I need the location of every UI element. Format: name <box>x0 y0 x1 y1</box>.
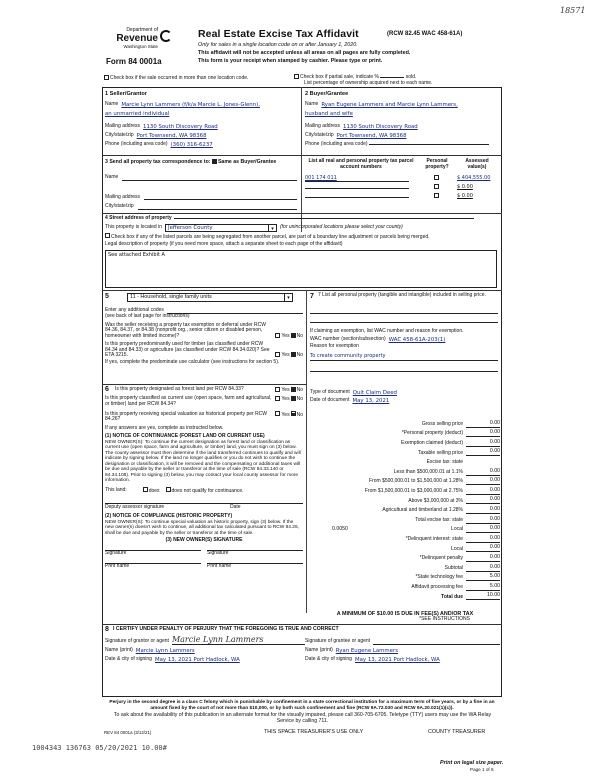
tax-row-label: Affidavit processing fee <box>411 583 463 590</box>
buyer-phone-input[interactable] <box>369 144 489 145</box>
corner-number: 18571 <box>560 6 586 15</box>
no-label: No <box>296 395 303 402</box>
tax-row <box>310 543 500 553</box>
section3-heading: 3 Send all property tax correspondence to: <box>105 158 211 165</box>
same-as-buyer-label: Same as Buyer/Grantee <box>217 158 277 165</box>
reason-input-2[interactable] <box>310 371 498 372</box>
name-print-label: Name (print) <box>105 647 133 654</box>
does-checkbox[interactable] <box>143 487 148 492</box>
tax-row-label: *Delinquent penalty <box>419 555 463 562</box>
list-percentage: List percentage of ownership acquired next to each name. <box>304 80 433 86</box>
notice1-heading: (1) NOTICE OF CONTINUANCE (FOREST LAND OR CURRENT USE) <box>105 432 265 439</box>
section3 <box>105 159 297 210</box>
legal-desc-textarea[interactable] <box>105 250 497 288</box>
use-code-select[interactable] <box>127 293 293 302</box>
header-note-2: This affidavit will not be accepted unless all areas on all pages are fully completed. <box>198 50 411 56</box>
tax-row-value[interactable]: 0.00 <box>466 565 500 572</box>
header-note-1: Only for sales in a single location code on or after January 1, 2020. <box>198 42 358 48</box>
seller-name-value-2[interactable]: an unmarried individual <box>105 110 170 117</box>
section5 <box>105 293 303 366</box>
buyer-section <box>305 91 500 148</box>
divider-v1 <box>301 87 302 232</box>
reason-label: Reason for exemption <box>310 343 359 349</box>
more-than-one-label: Check box if the sale occurred in more than one location code. <box>110 74 249 81</box>
signature-label: Signature <box>207 550 229 557</box>
s6-q3-answers <box>275 412 303 419</box>
s3-name-label: Name <box>105 173 119 180</box>
tax-row-value[interactable]: 0.00 <box>466 469 500 476</box>
personal-property-checkbox[interactable] <box>434 184 439 189</box>
segregated-checkbox[interactable] <box>105 233 110 238</box>
tax-row <box>310 418 500 428</box>
parcels-col1: List all real and personal property tax parcel account numbers <box>308 158 414 170</box>
yes-checkbox[interactable] <box>275 387 280 392</box>
segregated-row <box>105 234 500 241</box>
personal-property-checkbox[interactable] <box>434 175 439 180</box>
does-not-label: does not qualify for continuance. <box>171 487 244 494</box>
located-label: This property is located in <box>105 223 162 230</box>
notice2-body: NEW OWNER(S): To continue special valuation as historic property, sign (3) below. If the new owner(s) doesn't wish to continue, all additional tax calculated pursuant to RCW 84.26, shall be due and payable by the seller or transferor at the time of sale. <box>105 519 299 536</box>
tax-row-value[interactable]: 0.00 <box>466 421 500 428</box>
tax-row-label: *Personal property (deduct) <box>401 430 463 437</box>
logo-state: Washington State <box>123 43 158 49</box>
s6-number: 6 <box>105 386 109 393</box>
buyer-mailing-value[interactable]: 1130 South Discovery Road <box>343 123 418 130</box>
buyer-mailing-label: Mailing address <box>305 122 341 129</box>
s3-name-input[interactable] <box>122 175 297 181</box>
tax-row <box>310 447 500 457</box>
tax-row-label: Gross selling price <box>421 420 463 427</box>
tax-row-label: *State technology fee <box>415 574 463 581</box>
doc-type-value[interactable]: Quit Claim Deed <box>352 389 397 396</box>
tax-row-label: From $500,000.01 to $1,500,000 at 1.28% <box>369 478 463 485</box>
same-as-buyer-checkbox[interactable] <box>212 159 217 164</box>
does-not-checkbox[interactable] <box>166 487 171 492</box>
s5-q1 <box>105 323 303 340</box>
divider-h5 <box>102 624 502 625</box>
s3-mailing-label: Mailing address <box>105 193 141 200</box>
wac-value[interactable]: WAC 458-61A-203(1) <box>388 336 446 343</box>
s4-heading-row <box>105 216 500 222</box>
s8-name-row <box>105 648 500 654</box>
personal-property-input-2[interactable] <box>310 322 498 323</box>
sold-label: sold. <box>405 73 417 80</box>
section8 <box>105 626 500 663</box>
s5-q2b: If yes, complete the predominate use calculator (see instructions for section 5). <box>105 359 280 365</box>
street-address-input[interactable] <box>174 218 474 219</box>
seller-name-value[interactable]: Marcie Lynn Lammers (f/k/a Marcie L. Jones-Glenn), <box>121 102 260 109</box>
treasurer-only: THIS SPACE TREASURER'S USE ONLY <box>264 729 364 735</box>
tax-row <box>310 437 500 447</box>
s6-q2 <box>105 396 303 408</box>
legal-desc-label: Legal description of property (if you need more space, attach a separate sheet to each page of the affidavit) <box>105 241 343 248</box>
s7-heading-row: 7 7 List all personal property (tangible and intangible) included in selling price. <box>310 292 486 300</box>
segregated-label: Check box if any of the listed parcels are being segregated from another parcel, are part of a boundary line adjustment or parcels being merged. <box>111 233 430 240</box>
no-label: No <box>296 411 303 418</box>
seller-phone-row <box>105 142 297 148</box>
legal-desc-value: See attached Exhibit A <box>108 252 165 259</box>
ask-note: To ask about the availability of this publication in an alternate format for the visually impaired, please call 360-705-6705. Teletype (TTY) users may use the WA Relay Service by calling 711. <box>113 712 492 724</box>
s5-q1-text: Was the seller receiving a property tax exemption or deferral under RCW 84.36, 84.37, or 84.38 (nonprofit org., senior citizen or disabled person, homeowner with limited income)? <box>105 321 266 339</box>
this-land-row <box>105 488 303 495</box>
s5-q1-answers <box>275 333 303 340</box>
yes-label: Yes <box>281 352 290 359</box>
buyer-mailing-row <box>305 124 500 130</box>
no-label: No <box>296 352 303 359</box>
seller-name-label: Name <box>105 101 119 108</box>
no-label: No <box>296 333 303 339</box>
grantor-signature[interactable]: Marcie Lynn Lammers <box>172 636 305 645</box>
tax-row-value[interactable]: 0.00 <box>466 536 500 543</box>
grantee-sig-cell <box>305 636 500 645</box>
print-name-label: Print name <box>207 562 232 569</box>
deputy-date-label: Date <box>230 504 241 511</box>
buyer-name-value[interactable]: Ryan Eugene Lammers and Marcie Lynn Lammers, <box>321 102 458 109</box>
additional-codes-label: Enter any additional codes <box>105 307 164 313</box>
tax-table <box>310 418 500 600</box>
grantor-date-cell <box>105 657 305 663</box>
s6-q1-text: Is this property designated as forest land per RCW 84.33? <box>115 386 244 393</box>
section3-heading-row <box>105 159 297 166</box>
s5-use-row <box>105 293 303 302</box>
new-owner-name-1[interactable] <box>105 563 201 570</box>
seller-city-label: City/state/zip <box>105 132 134 139</box>
s5-q2 <box>105 342 303 359</box>
tax-row <box>310 485 500 495</box>
new-owner-sig-1[interactable] <box>105 550 201 557</box>
s6-q2-text: Is this property classified as current use (open space, farm and agricultural, or timber) land per RCW 84.34? <box>105 395 272 407</box>
new-owner-name-row <box>105 563 303 570</box>
parcel-row <box>305 175 500 202</box>
see-back-note: (see back of last page for instructions) <box>105 312 190 319</box>
parcel-value[interactable]: $ 0.00 <box>457 184 473 191</box>
doc-date-label: Date of document <box>310 396 350 403</box>
no-checkbox[interactable] <box>291 333 296 338</box>
tax-row-label: Local <box>451 526 463 533</box>
tax-row <box>310 591 500 601</box>
yes-label: Yes <box>281 411 290 418</box>
s6-q1-answers <box>275 387 303 394</box>
tax-row-value[interactable]: 5.00 <box>466 584 500 591</box>
parcels-section <box>305 159 500 202</box>
deputy-label: Deputy assessor signature <box>105 504 165 511</box>
doc-date-row <box>310 398 500 404</box>
buyer-name-row <box>305 102 500 108</box>
tax-row <box>310 562 500 572</box>
personal-property-checkbox[interactable] <box>434 193 439 198</box>
s5-q2-answers <box>275 352 303 359</box>
s3-mailing-row <box>105 195 297 201</box>
tax-row-value[interactable]: 0.00 <box>466 478 500 485</box>
grantee-signature[interactable] <box>373 637 500 645</box>
tax-row-value[interactable]: 0.00 <box>466 430 500 437</box>
this-land-label: This land: <box>105 487 127 494</box>
yes-label: Yes <box>281 395 290 402</box>
divider-h2 <box>102 213 502 214</box>
tax-row <box>310 476 500 486</box>
parcels-col3: Assessed value(s) <box>465 158 489 170</box>
buyer-name-value-2[interactable]: husband and wife <box>305 110 353 117</box>
buyer-city-row <box>305 133 500 139</box>
header-note-3: This form is your receipt when stamped by cashier. Please type or print. <box>198 58 383 64</box>
tax-row <box>310 504 500 514</box>
parcels-col2: Personal property? <box>425 158 449 170</box>
form-rcw: (RCW 82.45 WAC 458-61A) <box>387 31 463 37</box>
signature-label: Signature <box>105 550 127 557</box>
page-number: Page 1 of 6 <box>470 767 494 772</box>
seller-mailing-label: Mailing address <box>105 122 141 129</box>
notice2-heading: (2) NOTICE OF COMPLIANCE (HISTORIC PROPERTY) <box>105 513 233 519</box>
s6-q3 <box>105 412 303 424</box>
s5-number: 5 <box>105 293 109 301</box>
tax-row <box>310 428 500 438</box>
section6 <box>105 386 303 570</box>
buyer-city-value[interactable]: Port Townsend, WA 98368 <box>336 133 407 140</box>
tax-row-value[interactable]: 0.00 <box>466 517 500 524</box>
buyer-name-label: Name <box>305 101 319 108</box>
tax-row-value[interactable]: 0.00 <box>466 555 500 562</box>
parcel-account[interactable] <box>305 197 409 198</box>
partial-sale-percent[interactable] <box>380 77 404 78</box>
tax-row <box>310 514 500 524</box>
seller-heading: 1 Seller/Grantor <box>105 91 147 97</box>
grantee-date[interactable]: May 13, 2021 Port Hadlock, WA <box>354 657 440 664</box>
tax-row-label: Taxable selling price <box>417 449 463 456</box>
exemption-claim-label: If claiming an exemption, list WAC number and reason for exemption. <box>310 328 464 335</box>
tax-row <box>310 552 500 562</box>
parcel-account[interactable]: 001 174 011 <box>305 176 409 183</box>
section4 <box>105 216 500 288</box>
seller-mailing-value[interactable]: 1130 South Discovery Road <box>143 123 218 130</box>
doc-type-row <box>310 390 500 396</box>
section7 <box>310 293 500 404</box>
new-owner-name-2[interactable] <box>207 563 303 570</box>
chevron-down-icon: ▾ <box>284 294 292 301</box>
form-number: Form 84 0001a <box>106 57 162 66</box>
county-select[interactable] <box>165 224 277 232</box>
s6-q1 <box>105 386 303 394</box>
county-value: Jefferson County <box>167 224 213 231</box>
no-checkbox[interactable] <box>291 411 296 416</box>
divider-v2 <box>306 290 307 613</box>
tax-row-value[interactable]: 0.00 <box>466 449 500 456</box>
tax-row <box>310 495 500 505</box>
tax-row <box>310 581 500 591</box>
tax-row-value[interactable]: 10.00 <box>466 593 500 600</box>
tax-row-label: Total excise tax: state <box>415 516 463 523</box>
personal-property-input-1[interactable] <box>310 313 498 314</box>
s6-q2-answers <box>275 396 303 403</box>
s8-sign-row <box>105 636 500 645</box>
buyer-phone-label: Phone (including area code) <box>305 141 368 148</box>
seller-name-row <box>105 102 297 108</box>
s5-q2-text: Is this property predominantly used for timber (as classified under RCW 84.34 and 84.33) or agriculture (as classified under RCW 84.34.020)? See ETA 3215. <box>105 340 270 359</box>
yes-checkbox[interactable] <box>275 333 280 338</box>
county-treasurer: COUNTY TREASURER <box>428 729 486 735</box>
new-owner-sig-row <box>105 550 303 557</box>
tax-row-value[interactable]: 0.00 <box>466 545 500 552</box>
tax-row-value[interactable]: 0.00 <box>466 507 500 514</box>
tax-row-value[interactable]: 0.00 <box>466 488 500 495</box>
grantor-name-cell <box>105 648 305 654</box>
grantee-date-cell <box>305 657 500 663</box>
tax-row-label: Excise tax: state <box>426 459 463 466</box>
certify-text: I CERTIFY UNDER PENALTY OF PERJURY THAT THE FOREGOING IS TRUE AND CORRECT <box>113 626 339 633</box>
no-checkbox[interactable] <box>291 396 296 401</box>
date-city-label: Date & city of signing <box>305 656 352 663</box>
s8-number: 8 <box>105 626 109 633</box>
doc-date-value[interactable]: May 13, 2021 <box>352 397 390 404</box>
tax-row-label: Agricultural and timberland at 1.28% <box>382 507 463 514</box>
seller-section <box>105 91 297 148</box>
tax-row-label: Above $3,000,000 at 3% <box>408 497 463 504</box>
parcels-header <box>305 159 500 171</box>
divider-h3 <box>102 290 502 291</box>
logo-dept: Department of <box>126 27 158 33</box>
s8-date-row <box>105 657 500 663</box>
new-owner-sig-2[interactable] <box>207 550 303 557</box>
tax-row <box>310 533 500 543</box>
unincorporated-note: (for unincorporated locations please select your county) <box>279 223 403 230</box>
revenue-logo-icon <box>160 30 172 42</box>
yes-label: Yes <box>281 333 290 339</box>
seller-phone-label: Phone (including area code) <box>105 141 168 148</box>
does-label: does <box>148 487 160 494</box>
grantee-name[interactable]: Ryan Eugene Lammers <box>335 648 399 655</box>
doc-type-label: Type of document <box>310 388 350 395</box>
tax-row-value[interactable]: 0.00 <box>466 526 500 533</box>
yes-checkbox[interactable] <box>275 352 280 357</box>
legal-paper-note: Print on legal size paper. <box>440 760 504 766</box>
see-instructions: *SEE INSTRUCTIONS <box>419 616 470 622</box>
grantor-date[interactable]: May 13, 2021 Port Hadlock, WA <box>154 657 240 664</box>
reason-value: To create community property <box>310 352 386 359</box>
recording-stamp: 1004343 136763 05/20/2021 10.00# <box>32 744 167 752</box>
s3-mailing-input[interactable] <box>144 195 297 201</box>
partial-sale-label: Check box if partial sale, indicate % <box>300 73 379 80</box>
tax-row-label: Subtotal <box>444 564 463 571</box>
print-name-label: Print name <box>105 562 130 569</box>
buyer-phone-row <box>305 142 500 148</box>
deputy-row <box>105 503 303 511</box>
tax-row-label: Local <box>451 545 463 552</box>
tax-row-label: Exemption claimed (deduct) <box>401 440 463 447</box>
yes-checkbox[interactable] <box>275 396 280 401</box>
divider-h4 <box>102 384 306 385</box>
tax-row-value[interactable]: 5.00 <box>466 574 500 581</box>
notice1-body: NEW OWNER(S): To continue the current designation as forest land or classification as current use (open space, farm and agriculture, or timber) land, you must sign on (3) below. The county assessor must then determine if the land transferred continues to qualify and will indicate by signing below. If the land no longer qualifies or you do not wish to continue the designation or classification, it will be removed and the compensating or additional taxes will be due and payable by the seller or transferor at the time of sale (RCW 84.33.140 or 84.34.108). Prior to signing (3) below, you may contact your local county assessor for more information. <box>105 439 301 484</box>
perjury-note: Perjury in the second degree is a class C felony which is punishable by confinement in a state correctional institution for a maximum term of five years, or by a fine in an amount fixed by the court of not more than $10,000, or by both such confinement and fine (RCW 9A.72.030 and RCW 9A.20.021(1)(c)). <box>109 700 495 711</box>
s3-city-input[interactable] <box>138 204 297 210</box>
parcel-value[interactable]: $ 404,555.00 <box>457 175 491 182</box>
tax-row <box>310 524 500 534</box>
local-rate[interactable]: 0.0050 <box>332 526 348 533</box>
reason-input[interactable] <box>310 354 498 361</box>
divider-h1 <box>102 155 502 156</box>
s7-heading: 7 List all personal property (tangible and intangible) included in selling price. <box>318 292 486 298</box>
new-owner-sig-heading: (3) NEW OWNER(S) SIGNATURE <box>165 537 243 544</box>
more-than-one-checkbox[interactable] <box>104 75 109 80</box>
tax-row-value[interactable]: 0.00 <box>466 440 500 447</box>
seller-phone-value[interactable]: (360) 316-6237 <box>170 142 213 149</box>
wac-label: WAC number (section/subsection) <box>310 335 386 342</box>
seller-city-value[interactable]: Port Townsend, WA 98368 <box>136 133 207 140</box>
s3-name-row <box>105 175 297 181</box>
parcel-account[interactable] <box>305 188 409 189</box>
s6-q3-text: Is this property receiving special valuation as historical property per RCW 84.26? <box>105 410 268 423</box>
grantee-sig-label: Signature of grantee or agent <box>305 638 371 645</box>
tax-row-label: Total due <box>441 593 463 600</box>
logo-block <box>102 28 172 49</box>
no-label: No <box>296 386 303 393</box>
tax-row <box>310 466 500 476</box>
tax-row-value[interactable]: 0.00 <box>466 497 500 504</box>
no-checkbox[interactable] <box>291 352 296 357</box>
tax-row-label: *Delinquent interest: state <box>405 535 463 542</box>
tax-row-label: Less than $500,000.01 at 1.1% <box>393 468 463 475</box>
seller-city-row <box>105 133 297 139</box>
buyer-city-label: City/state/zip <box>305 132 334 139</box>
no-checkbox[interactable] <box>291 387 296 392</box>
seller-mailing-row <box>105 124 297 130</box>
yes-checkbox[interactable] <box>275 411 280 416</box>
buyer-heading: 2 Buyer/Grantee <box>305 91 349 97</box>
certify-row <box>105 626 500 634</box>
s3-city-row <box>105 204 297 210</box>
s4-heading: 4 Street address of property <box>105 215 172 221</box>
parcel-value[interactable]: $ 0.00 <box>457 193 473 200</box>
s6-if-any: If any answers are yes, complete as instructed below. <box>105 425 224 432</box>
partial-sale-checkbox[interactable] <box>294 74 299 79</box>
grantor-sig-label: Signature of grantor or agent <box>105 638 169 645</box>
yes-label: Yes <box>281 386 290 393</box>
grantor-sig-cell <box>105 636 305 645</box>
s3-city-label: City/state/zip <box>105 203 134 210</box>
tax-row-label: From $1,500,000.01 to $3,000,000 at 2.75% <box>364 488 463 494</box>
form-title: Real Estate Excise Tax Affidavit <box>198 28 359 40</box>
name-print-label: Name (print) <box>305 647 333 654</box>
rev-note: REV 84 0001a (3/12/21) <box>104 730 152 735</box>
use-code-value: 11 - Household, single family units <box>130 294 212 300</box>
more-than-one-row <box>104 75 248 82</box>
chevron-down-icon: ▾ <box>268 225 276 231</box>
logo-agency: Revenue <box>116 32 158 44</box>
grantee-name-cell <box>305 648 500 654</box>
date-city-label: Date & city of signing <box>105 656 152 663</box>
minimum-note: A MINIMUM OF $10.00 IS DUE IN FEE(S) AND/OR TAX <box>336 611 474 617</box>
grantor-name[interactable]: Marcie Lynn Lammers <box>135 648 195 655</box>
s4-county-row <box>105 224 500 232</box>
tax-row <box>310 572 500 582</box>
tax-row <box>310 456 500 466</box>
